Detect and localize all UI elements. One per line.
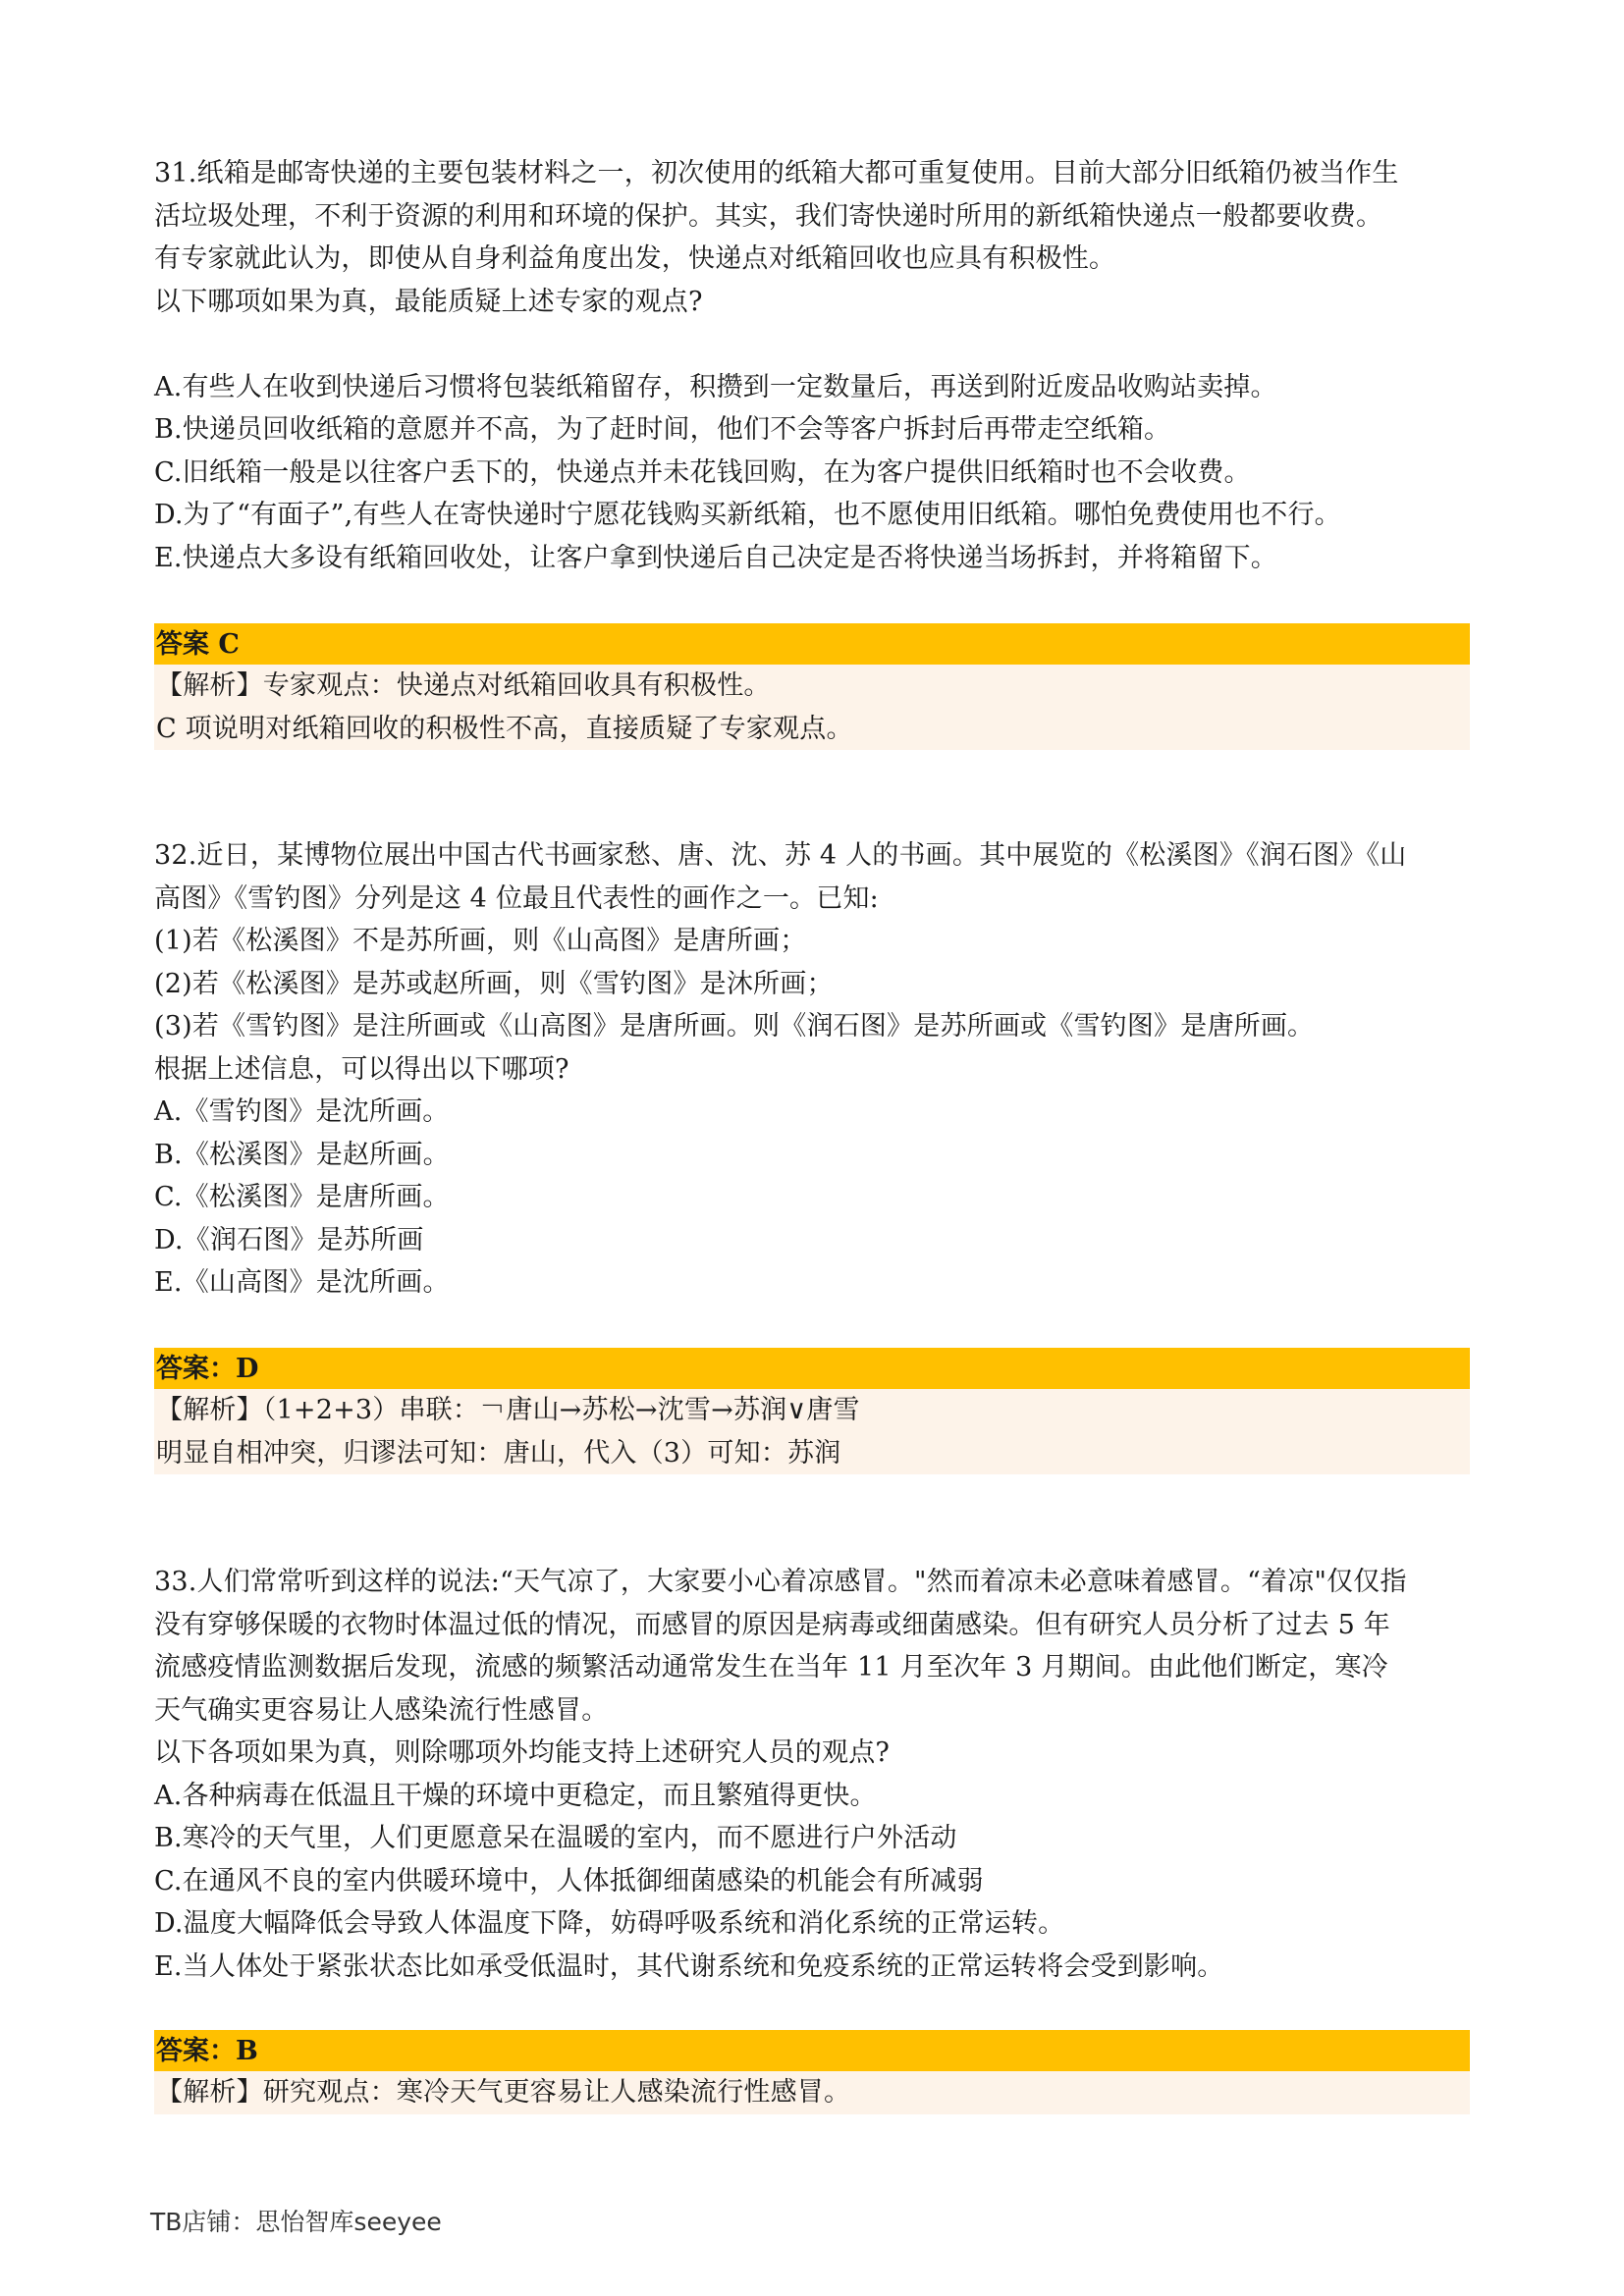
option-b: B.快递员回收纸箱的意愿并不高，为了赶时间，他们不会等客户拆封后再带走空纸箱。 xyxy=(154,414,1171,445)
analysis-box xyxy=(154,665,1470,750)
answer-block-31 xyxy=(154,623,1470,750)
analysis-box xyxy=(154,2071,1470,2114)
question-32 xyxy=(154,834,1470,1305)
option-a: A.《雪钓图》是沈所画。 xyxy=(154,1096,450,1127)
question-stem-line: 有专家就此认为，即使从自身利益角度出发，快递点对纸箱回收也应具有积极性。 xyxy=(154,243,1116,274)
answer-label: 答案：B xyxy=(154,2030,1470,2071)
condition-3: (3)若《雪钓图》是注所画或《山高图》是唐所画。则《润石图》是苏所画或《雪钓图》是唐所画。 xyxy=(154,1011,1315,1041)
question-stem-line: 没有穿够保暖的衣物时体温过低的情况，而感冒的原因是病毒或细菌感染。但有研究人员分析了过去 5 年 xyxy=(154,1609,1390,1640)
option-a: A.有些人在收到快递后习惯将包装纸箱留存，积攒到一定数量后，再送到附近废品收购站卖掉。 xyxy=(154,371,1277,402)
analysis-box xyxy=(154,1389,1470,1474)
option-d: D.《润石图》是苏所画 xyxy=(154,1224,424,1255)
question-33 xyxy=(154,1561,1470,1988)
answer-block-32 xyxy=(154,1348,1470,1474)
answer-label: 答案：D xyxy=(154,1348,1470,1389)
option-b: B.《松溪图》是赵所画。 xyxy=(154,1139,450,1170)
option-a: A.各种病毒在低温且干燥的环境中更稳定，而且繁殖得更快。 xyxy=(154,1780,877,1811)
option-e: E.《山高图》是沈所画。 xyxy=(154,1267,450,1298)
question-stem-line: 高图》《雪钓图》分列是这 4 位最且代表性的画作之一。已知: xyxy=(154,882,879,914)
question-stem-line: 33.人们常常听到这样的说法:“天气凉了，大家要小心着凉感冒。"然而着凉未必意味着感冒。“着凉"仅仅指 xyxy=(154,1567,1407,1597)
analysis-line: 明显自相冲突，归谬法可知：唐山，代入（3）可知：苏润 xyxy=(156,1437,841,1468)
option-e: E.当人体处于紧张状态比如承受低温时，其代谢系统和免疫系统的正常运转将会受到影响。 xyxy=(154,1950,1224,1982)
option-e: E.快递点大多设有纸箱回收处，让客户拿到快递后自己决定是否将快递当场拆封，并将箱留下。 xyxy=(154,542,1277,573)
question-stem-line: 活垃圾处理，不利于资源的利用和环境的保护。其实，我们寄快递时所用的新纸箱快递点一般都要收费。 xyxy=(154,200,1383,232)
option-b: B.寒冷的天气里，人们更愿意呆在温暖的室内，而不愿进行户外活动 xyxy=(154,1823,957,1853)
question-prompt: 根据上述信息，可以得出以下哪项? xyxy=(154,1053,569,1085)
option-d: D.为了“有面子”,有些人在寄快递时宁愿花钱购买新纸箱，也不愿使用旧纸箱。哪怕免费使用也不行。 xyxy=(154,500,1341,530)
question-31 xyxy=(154,152,1470,579)
option-d: D.温度大幅降低会导致人体温度下降，妨碍呼吸系统和消化系统的正常运转。 xyxy=(154,1908,1065,1939)
option-c: C.《松溪图》是唐所画。 xyxy=(154,1182,450,1212)
question-prompt: 以下哪项如果为真，最能质疑上述专家的观点? xyxy=(154,286,703,317)
analysis-line: 【解析】专家观点：快递点对纸箱回收具有积极性。 xyxy=(156,670,771,701)
question-stem-line: 天气确实更容易让人感染流行性感冒。 xyxy=(154,1694,609,1726)
question-stem-line: 31.纸箱是邮寄快递的主要包装材料之一，初次使用的纸箱大都可重复使用。目前大部分旧纸箱仍被当作生 xyxy=(154,158,1399,188)
option-c: C.在通风不良的室内供暖环境中，人体抵御细菌感染的机能会有所减弱 xyxy=(154,1865,984,1896)
question-stem-line: 32.近日，某博物位展出中国古代书画家愁、唐、沈、苏 4 人的书画。其中展览的《松溪图》《润石图》《山 xyxy=(154,840,1407,871)
answer-block-33 xyxy=(154,2030,1470,2114)
condition-2: (2)若《松溪图》是苏或赵所画，则《雪钓图》是沐所画； xyxy=(154,968,834,999)
question-stem-line: 流感疫情监测数据后发现，流感的频繁活动通常发生在当年 11 月至次年 3 月期间。由此他们断定，寒冷 xyxy=(154,1652,1388,1682)
analysis-line: C 项说明对纸箱回收的积极性不高，直接质疑了专家观点。 xyxy=(156,713,853,744)
condition-1: (1)若《松溪图》不是苏所画，则《山高图》是唐所画； xyxy=(154,926,807,956)
footer-shop-label: TB店铺：思怡智库seeyee xyxy=(150,2208,442,2236)
analysis-line: 【解析】（1+2+3）串联：￢唐山→苏松→沈雪→苏润∨唐雪 xyxy=(156,1395,860,1425)
option-c: C.旧纸箱一般是以往客户丢下的，快递点并未花钱回购，在为客户提供旧纸箱时也不会收费。 xyxy=(154,456,1251,488)
question-prompt: 以下各项如果为真，则除哪项外均能支持上述研究人员的观点? xyxy=(154,1737,891,1768)
answer-label: 答案 C xyxy=(154,623,1470,665)
analysis-line: 【解析】研究观点：寒冷天气更容易让人感染流行性感冒。 xyxy=(156,2077,851,2108)
